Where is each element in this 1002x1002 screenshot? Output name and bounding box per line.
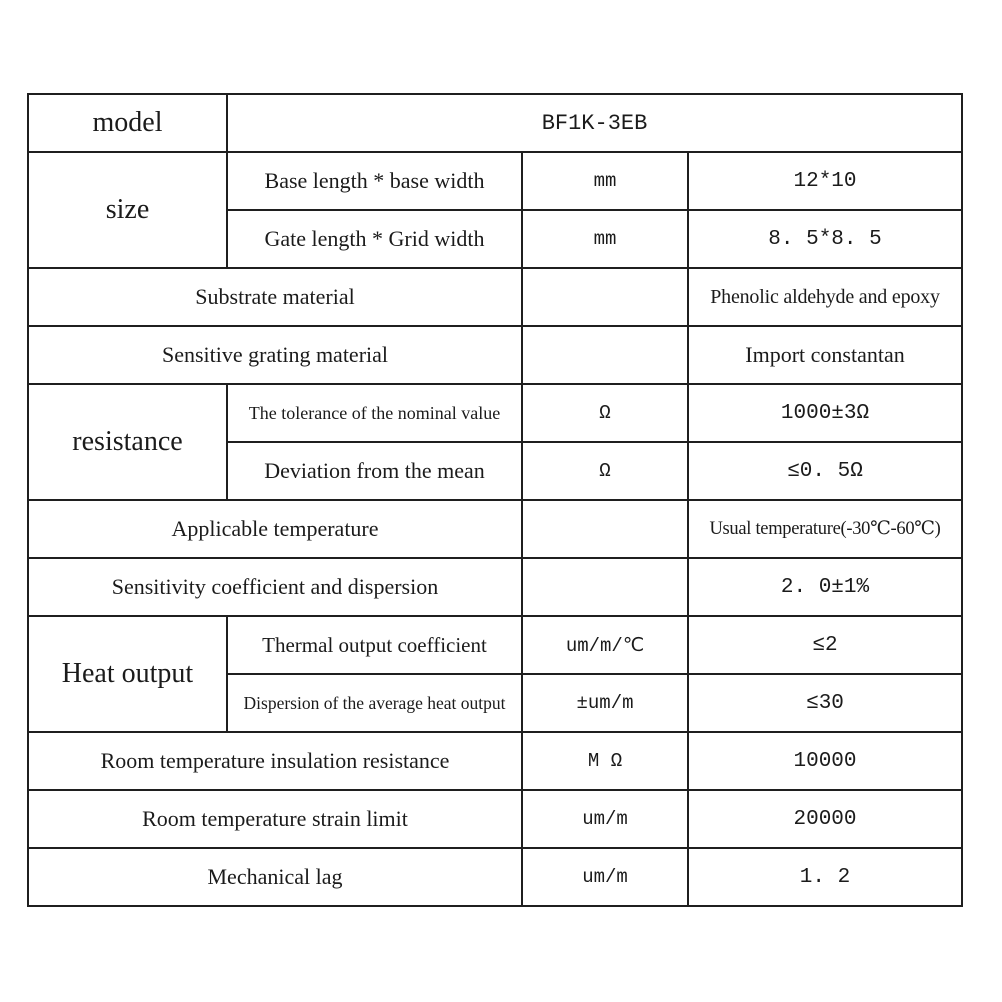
- label-base-length: Base length * base width: [227, 152, 522, 210]
- unit-sensitive-grating: [522, 326, 688, 384]
- table-row-base-size: [28, 152, 962, 210]
- table-row-strain-limit: [28, 790, 962, 848]
- table-row-insulation: [28, 732, 962, 790]
- label-substrate-material: Substrate material: [28, 268, 522, 326]
- value-thermal-output: ≤2: [688, 616, 962, 674]
- label-mechanical-lag: Mechanical lag: [28, 848, 522, 906]
- value-substrate-material: Phenolic aldehyde and epoxy: [688, 268, 962, 326]
- label-nominal-tolerance: The tolerance of the nominal value: [227, 384, 522, 442]
- label-sensitive-grating: Sensitive grating material: [28, 326, 522, 384]
- table-row-sensitivity: [28, 558, 962, 616]
- unit-mechanical-lag: um/m: [522, 848, 688, 906]
- table-row-substrate: [28, 268, 962, 326]
- value-gate-length: 8. 5*8. 5: [688, 210, 962, 268]
- label-heat-dispersion: Dispersion of the average heat output: [227, 674, 522, 732]
- table-row-tolerance: [28, 384, 962, 442]
- value-insulation-resistance: 10000: [688, 732, 962, 790]
- unit-base-length: mm: [522, 152, 688, 210]
- label-insulation-resistance: Room temperature insulation resistance: [28, 732, 522, 790]
- value-sensitivity-coefficient: 2. 0±1%: [688, 558, 962, 616]
- value-heat-dispersion: ≤30: [688, 674, 962, 732]
- unit-thermal-output: um/m/℃: [522, 616, 688, 674]
- unit-gate-length: mm: [522, 210, 688, 268]
- table-row-mechanical-lag: [28, 848, 962, 906]
- label-applicable-temperature: Applicable temperature: [28, 500, 522, 558]
- unit-strain-limit: um/m: [522, 790, 688, 848]
- unit-sensitivity-coefficient: [522, 558, 688, 616]
- unit-applicable-temperature: [522, 500, 688, 558]
- unit-deviation-mean: Ω: [522, 442, 688, 500]
- table-row-temperature: [28, 500, 962, 558]
- label-sensitivity-coefficient: Sensitivity coefficient and dispersion: [28, 558, 522, 616]
- value-applicable-temperature: Usual temperature(-30℃-60℃): [688, 500, 962, 558]
- label-gate-length: Gate length * Grid width: [227, 210, 522, 268]
- label-deviation-mean: Deviation from the mean: [227, 442, 522, 500]
- unit-nominal-tolerance: Ω: [522, 384, 688, 442]
- row-header-resistance: resistance: [28, 384, 227, 500]
- unit-insulation-resistance: M Ω: [522, 732, 688, 790]
- table-row-grating: [28, 326, 962, 384]
- spec-sheet: [27, 93, 963, 907]
- row-header-size: size: [28, 152, 227, 268]
- table-row-thermal-output: [28, 616, 962, 674]
- value-sensitive-grating: Import constantan: [688, 326, 962, 384]
- value-strain-limit: 20000: [688, 790, 962, 848]
- value-deviation-mean: ≤0. 5Ω: [688, 442, 962, 500]
- row-header-heat-output: Heat output: [28, 616, 227, 732]
- unit-substrate-material: [522, 268, 688, 326]
- row-header-model: model: [28, 94, 227, 152]
- spec-table: [27, 93, 963, 907]
- model-value: BF1K-3EB: [227, 94, 962, 152]
- unit-heat-dispersion: ±um/m: [522, 674, 688, 732]
- value-base-length: 12*10: [688, 152, 962, 210]
- value-nominal-tolerance: 1000±3Ω: [688, 384, 962, 442]
- label-strain-limit: Room temperature strain limit: [28, 790, 522, 848]
- label-thermal-output: Thermal output coefficient: [227, 616, 522, 674]
- table-row-model: [28, 94, 962, 152]
- value-mechanical-lag: 1. 2: [688, 848, 962, 906]
